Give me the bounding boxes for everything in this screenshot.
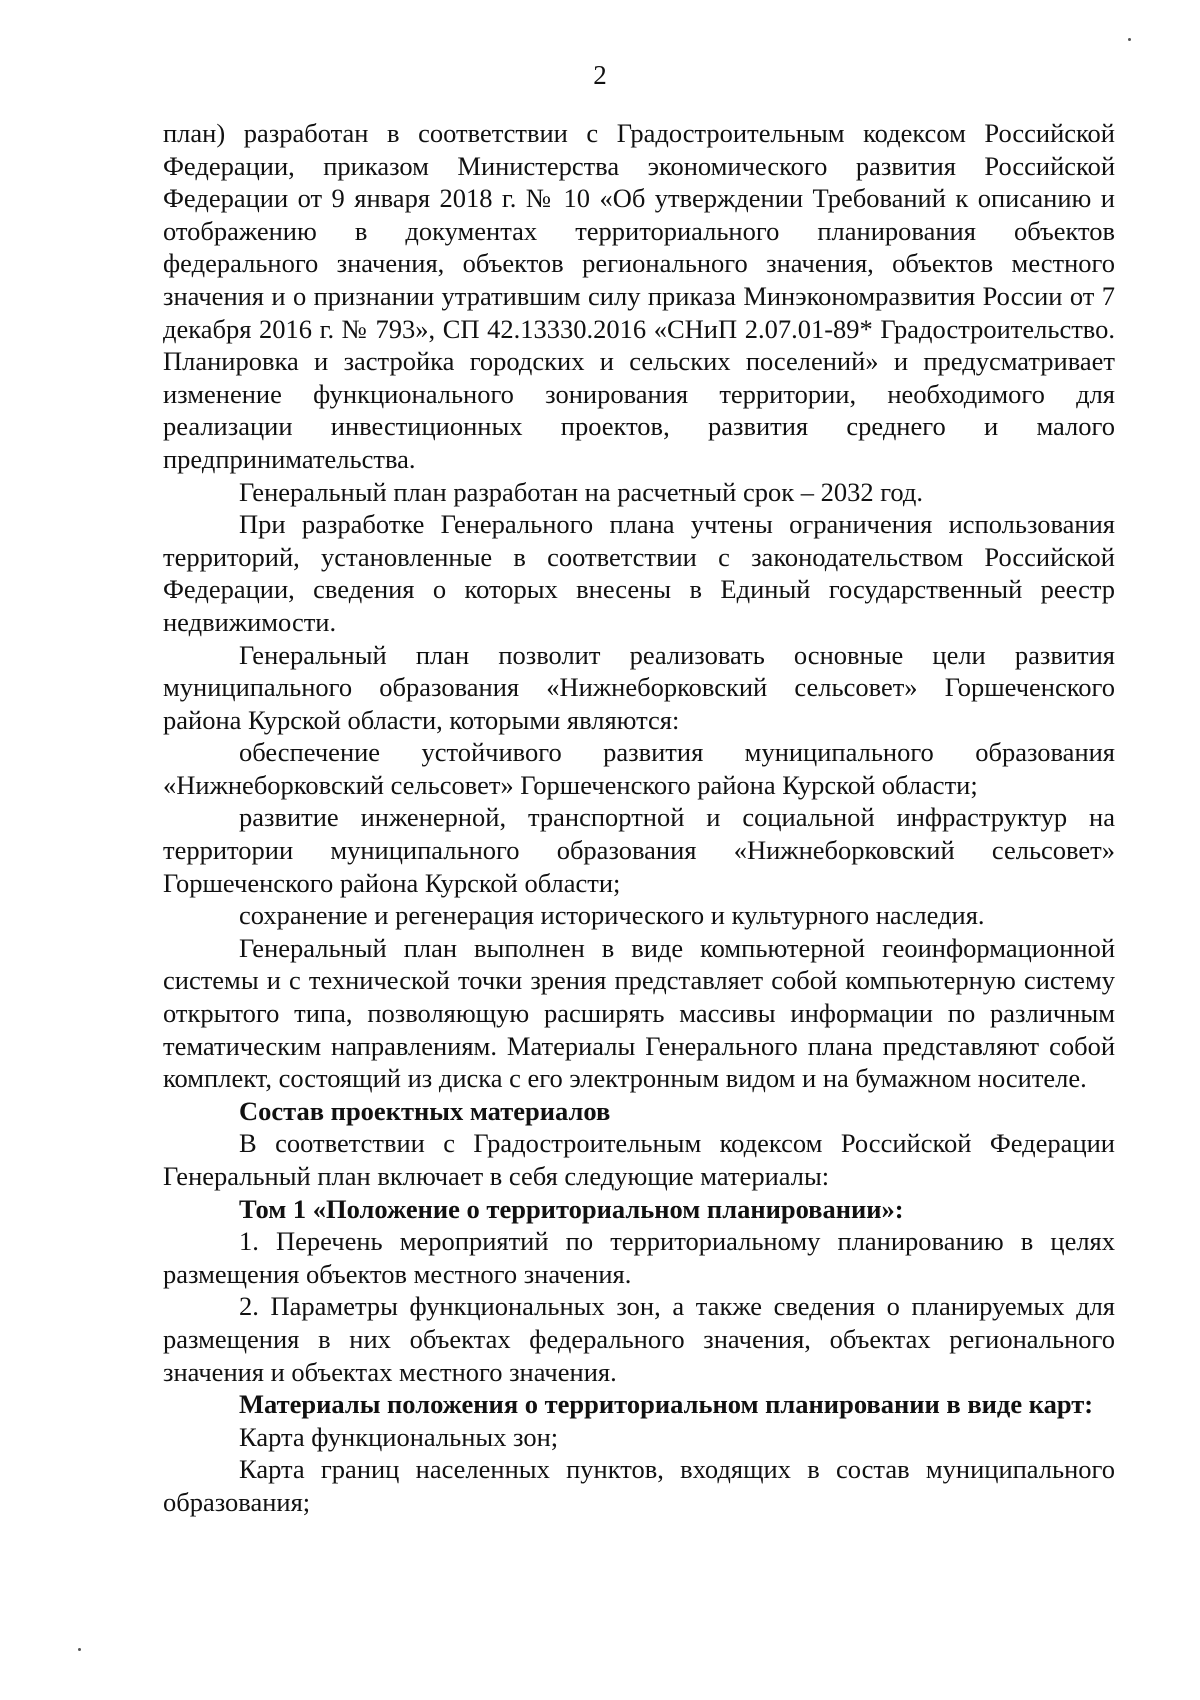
paragraph: Материалы положения о территориальном планировании в виде карт: — [239, 1389, 1094, 1420]
paragraph: Карта функциональных зон; — [239, 1421, 559, 1452]
paragraph: Генеральный план позволит реализовать основные цели развития муниципального образования «Нижнеборковский сельсовет» Горшеченского района Курской области, которыми являются: — [163, 639, 1115, 735]
paragraph: план) разработан в соответствии с Градостроительным кодексом Российской Федерации, приказом Министерства экономического развития Российской Федерации от 9 января 2018 г. № 10 «Об утверждении Требований к описанию и отображению в документах территориального планирования объектов федерального значения, объектов регионального значения, объектов местного значения и о признании утратившим силу приказа Минэкономразвития России от 7 декабря 2016 г. № 793», СП 42.13330.2016 «СНиП 2.07.01-89* Градостроительство. Планировка и застройка городских и сельских поселений» и предусматривает изменение функционального зонирования территории, необходимого для реализации инвестиционных проектов, развития среднего и малого предпринимательства. — [163, 118, 1115, 474]
paragraph: Генеральный план разработан на расчетный срок – 2032 год. — [239, 476, 924, 507]
paragraph: 2. Параметры функциональных зон, а также сведения о планируемых для размещения в них объектах федерального значения, объектах регионального значения и объектах местного значения. — [163, 1291, 1115, 1387]
paragraph: Карта границ населенных пунктов, входящих в состав муниципального образования; — [163, 1454, 1115, 1517]
paragraph: Генеральный план выполнен в виде компьютерной геоинформационной системы и с технической точки зрения представляет собой компьютерную систему открытого типа, позволяющую расширять массивы информации по различным тематическим направлениям. Материалы Генерального плана представляют собой комплект, состоящий из диска с его электронным видом и на бумажном носителе. — [163, 932, 1115, 1094]
paragraph: Состав проектных материалов — [239, 1095, 611, 1126]
paragraph: обеспечение устойчивого развития муниципального образования «Нижнеборковский сельсовет» Горшеченского района Курской области; — [163, 737, 1115, 800]
paragraph: При разработке Генерального плана учтены ограничения использования территорий, установленные в соответствии с законодательством Российской Федерации, сведения о которых внесены в Единый государственный реестр недвижимости. — [163, 509, 1115, 637]
paragraph: Том 1 «Положение о территориальном планировании»: — [239, 1193, 904, 1224]
paragraph: развитие инженерной, транспортной и социальной инфраструктур на территории муниципального образования «Нижнеборковский сельсовет» Горшеченского района Курской области; — [163, 802, 1115, 898]
paragraph: сохранение и регенерация исторического и культурного наследия. — [239, 900, 985, 931]
page-number: 2 — [593, 60, 607, 90]
scan-speck — [1128, 38, 1131, 41]
paragraph: В соответствии с Градостроительным кодексом Российской Федерации Генеральный план включает в себя следующие материалы: — [163, 1128, 1115, 1191]
scan-speck — [78, 1648, 81, 1651]
document-body — [163, 117, 1115, 1519]
paragraph: 1. Перечень мероприятий по территориальному планированию в целях размещения объектов местного значения. — [163, 1226, 1115, 1289]
